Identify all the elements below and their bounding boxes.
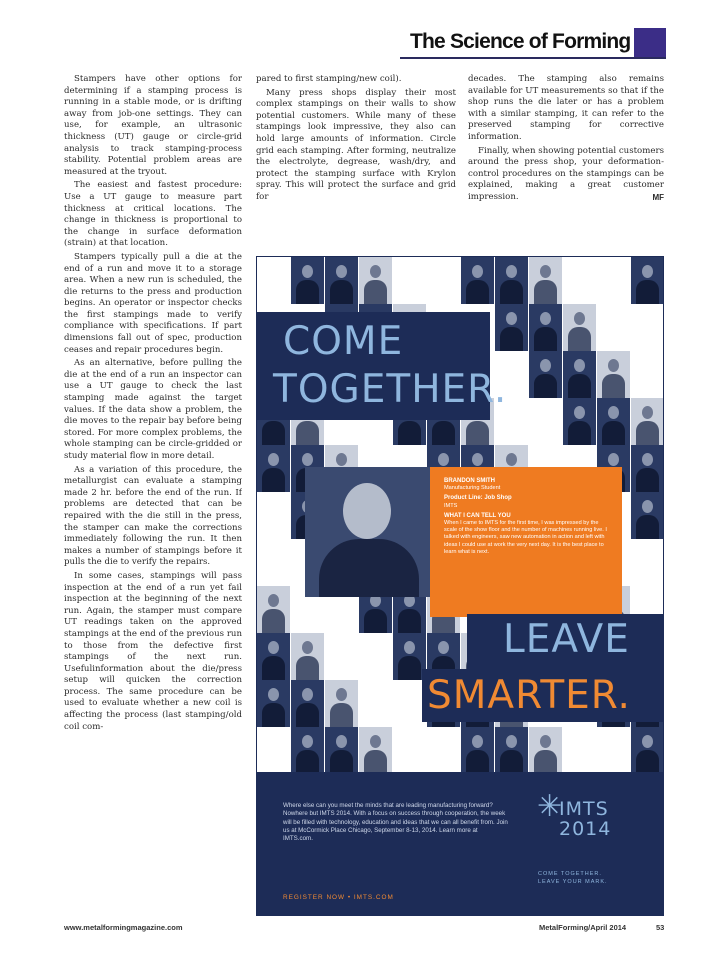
article-column-2 (256, 74, 456, 244)
person-photo-tile (461, 727, 494, 774)
tile-torso (296, 421, 319, 445)
tile-torso (636, 515, 659, 539)
article-last-paragraph-text: Finally, when showing potential customers around the press shop, your deformation-control procedures on the stampings can be explained, making a great customer impression. (468, 145, 664, 202)
profile-card (430, 467, 622, 617)
tile-head (302, 453, 313, 466)
article-paragraph: In some cases, stampings will pass inspection at the end of a run yet fail inspection at the beginning of the next run. Again, the stamper must compare UT readings taken on the approved stampings at the end of the previous run to those from the defective first stampings of the next run. Usefulinformation about the die/press setup will quicken the correction process. The same procedure can be used to evaluate whether a new coil is affecting the process (last stamping/old coil com- (64, 570, 242, 732)
tile-torso (500, 750, 523, 774)
person-photo-tile (563, 304, 596, 351)
section-header (400, 26, 666, 60)
tile-torso (296, 656, 319, 680)
tile-torso (636, 468, 659, 492)
article-paragraph: Stampers have other options for determining if a stamping process is running in a stable mode, or is drifting away from job-one settings. They can use, for example, an ultrasonic thickness (UT) gauge or circle-grid analysis to track stamping-process stability. Potential problem areas are measured at the tryout. (64, 74, 242, 177)
article-paragraph: Many press shops display their most complex stampings on their walls to show potential customers. While many of these stampings look impressive, they also can hold large amounts of information. Circle grid each stamping. After forming, neutralize the electrolyte, degrease, wash/dry, and protect the stamping surface with Krylon spray. This will protect the surface and grid for (256, 87, 456, 202)
tile-torso (602, 421, 625, 445)
profile-name-label: BRANDON SMITH (444, 478, 495, 484)
tile-torso (262, 656, 285, 680)
tile-head (540, 735, 551, 748)
tile-head (506, 265, 517, 278)
tile-head (268, 688, 279, 701)
person-photo-tile (495, 727, 528, 774)
tile-head (506, 453, 517, 466)
profile-name-value: Manufacturing Student (444, 485, 501, 492)
person-photo-tile (529, 257, 562, 304)
article-paragraph: As a variation of this procedure, the metallurgist can evaluate a stamping made 2 hr. before the end of the run. If problems are detected that can be repaired with the die still in the press, the stamper can make the corrections immediately following the run. It then makes a number of stampings before it pulls the die to verify the repairs. (64, 464, 242, 568)
person-photo-tile (529, 351, 562, 398)
person-photo-tile (257, 586, 290, 633)
headline-together: TOGETHER. (273, 367, 508, 412)
tile-torso (330, 703, 353, 727)
tile-head (540, 265, 551, 278)
article-paragraph: decades. The stamping also remains available for UT measurements so that if the shop runs the die later or has a problem with a similar stamping, it can refer to the preserved stamping for corrective information. (468, 74, 664, 142)
profile-story-label: WHAT I CAN TELL YOU (444, 512, 511, 519)
tile-torso (330, 750, 353, 774)
tile-torso (398, 421, 421, 445)
tile-torso (398, 609, 421, 633)
tile-head (574, 406, 585, 419)
tile-head (336, 688, 347, 701)
headline-come: COME (283, 319, 404, 364)
tile-torso (296, 703, 319, 727)
tile-torso (602, 374, 625, 398)
person-photo-tile (495, 304, 528, 351)
tile-torso (466, 280, 489, 304)
header-rule (400, 57, 666, 59)
tile-head (336, 265, 347, 278)
person-photo-tile (529, 727, 562, 774)
ad-tagline (538, 870, 608, 886)
person-photo-tile (563, 351, 596, 398)
logo-name: IMTS (559, 798, 609, 820)
tile-torso (364, 609, 387, 633)
tile-head (370, 265, 381, 278)
section-title: The Science of Forming (410, 30, 631, 53)
article-paragraph: Stampers typically pull a die at the end of a run and move it to a storage area. When a new run is scheduled, the die returns to the press and production begins. An operator or inspector checks the first stampings made to verify compliance with specifications. If part dimensions fall out of spec, production ceases and repair procedures begin. (64, 251, 242, 355)
tile-head (404, 641, 415, 654)
tile-head (506, 312, 517, 325)
tile-torso (534, 750, 557, 774)
person-photo-tile (631, 445, 664, 492)
person-photo-tile (563, 398, 596, 445)
headline-leave: LEAVE (503, 617, 630, 662)
person-photo-tile (597, 351, 630, 398)
person-head (343, 483, 391, 539)
starburst-icon: ✳ (537, 789, 563, 824)
tile-torso (262, 421, 285, 445)
tile-torso (262, 703, 285, 727)
tile-head (574, 359, 585, 372)
tile-torso (500, 327, 523, 351)
tile-torso (636, 421, 659, 445)
person-photo-tile (257, 445, 290, 492)
ad-footer (257, 772, 664, 916)
tile-head (642, 265, 653, 278)
end-mark: MF (652, 192, 664, 202)
tile-torso (568, 327, 591, 351)
article-column-3 (468, 74, 664, 244)
tile-torso (636, 750, 659, 774)
tile-head (438, 453, 449, 466)
tile-head (370, 735, 381, 748)
tile-head (608, 359, 619, 372)
tile-torso (364, 750, 387, 774)
tile-torso (534, 374, 557, 398)
person-photo-tile (495, 257, 528, 304)
tile-head (642, 735, 653, 748)
profile-role-value: IMTS (444, 502, 458, 509)
page-number: 53 (656, 923, 665, 932)
register-link[interactable]: REGISTER NOW • IMTS.COM (283, 894, 394, 901)
person-photo-tile (257, 680, 290, 727)
tile-head (608, 406, 619, 419)
tile-torso (568, 374, 591, 398)
tile-head (642, 500, 653, 513)
tile-head (540, 359, 551, 372)
tile-head (302, 735, 313, 748)
person-photo-tile (325, 680, 358, 727)
tile-torso (398, 656, 421, 680)
tile-torso (364, 280, 387, 304)
tile-head (472, 735, 483, 748)
tile-head (268, 641, 279, 654)
tagline-line-1: COME TOGETHER. (538, 871, 602, 877)
profile-story: When I came to IMTS for the first time, I was impressed by the scale of the show floor and the number of machines running live. I talked with engineers, saw new automation in action and left with ideas I could use at work the very next day. It is the best place to learn what is next. (444, 520, 607, 555)
tile-head (608, 453, 619, 466)
person-photo-tile (359, 257, 392, 304)
headline-smarter: SMARTER. (427, 673, 631, 718)
person-photo-tile (631, 492, 664, 539)
tile-torso (534, 280, 557, 304)
tile-head (472, 265, 483, 278)
person-body (319, 539, 419, 597)
person-photo-tile (325, 727, 358, 774)
tile-head (336, 735, 347, 748)
tile-head (302, 265, 313, 278)
person-photo-tile (325, 257, 358, 304)
profile-role-label: Product Line: Job Shop (444, 495, 512, 502)
tile-head (302, 688, 313, 701)
footer-website[interactable]: www.metalformingmagazine.com (64, 923, 183, 932)
tile-head (438, 641, 449, 654)
featured-person-photo (305, 467, 430, 597)
imts-logo (537, 789, 647, 852)
article-paragraph: The easiest and fastest procedure: Use a UT gauge to measure part thickness at critical locations. The change in thickness is proportional to the change in surface deformation (strain) at that location. (64, 180, 242, 249)
tile-head (302, 641, 313, 654)
article-paragraph: pared to first stamping/new coil). (256, 74, 402, 84)
tile-head (506, 735, 517, 748)
tile-torso (636, 280, 659, 304)
tile-head (336, 453, 347, 466)
tile-torso (296, 750, 319, 774)
tile-torso (432, 421, 455, 445)
tile-head (268, 594, 279, 607)
article-paragraph (468, 146, 664, 204)
person-photo-tile (291, 633, 324, 680)
article-column-1 (64, 74, 242, 914)
tile-head (268, 453, 279, 466)
article-paragraph: As an alternative, before pulling the die at the end of a run an inspector can use a UT gauge to check the last stamping made against the target values. If the data show a problem, the die moves to the repair bay before being stored. For more complex problems, the whole stamping can be circle-gridded or study material flow in more detail. (64, 358, 242, 461)
person-photo-tile (631, 727, 664, 774)
footer-issue: MetalForming/April 2014 (539, 923, 627, 932)
tile-torso (296, 280, 319, 304)
person-photo-tile (461, 257, 494, 304)
person-photo-tile (631, 257, 664, 304)
tile-head (472, 453, 483, 466)
person-photo-tile (631, 398, 664, 445)
person-photo-tile (359, 727, 392, 774)
tile-torso (568, 421, 591, 445)
person-photo-tile (597, 398, 630, 445)
ad-body-copy: Where else can you meet the minds that are leading manufacturing forward? Nowhere but IMTS 2014. With a focus on success through cooperation, the week will be filled with technology, education and ideas that we can all benefit from. Join us at McCormick Place Chicago, September 8-13, 2014. Learn more at IMTS.com. (283, 802, 508, 843)
person-photo-tile (291, 257, 324, 304)
person-photo-tile (291, 680, 324, 727)
tile-head (642, 453, 653, 466)
person-photo-tile (529, 304, 562, 351)
tile-torso (466, 421, 489, 445)
person-photo-tile (257, 633, 290, 680)
tile-torso (500, 280, 523, 304)
tile-head (540, 312, 551, 325)
tagline-line-2: LEAVE YOUR MARK. (538, 879, 608, 885)
section-color-block (634, 28, 666, 58)
tile-torso (466, 750, 489, 774)
tile-torso (262, 609, 285, 633)
logo-year: 2014 (559, 818, 612, 840)
tile-head (574, 312, 585, 325)
tile-torso (534, 327, 557, 351)
tile-torso (262, 468, 285, 492)
tile-head (642, 406, 653, 419)
person-photo-tile (291, 727, 324, 774)
tile-torso (330, 280, 353, 304)
imts-advertisement[interactable] (256, 256, 664, 916)
